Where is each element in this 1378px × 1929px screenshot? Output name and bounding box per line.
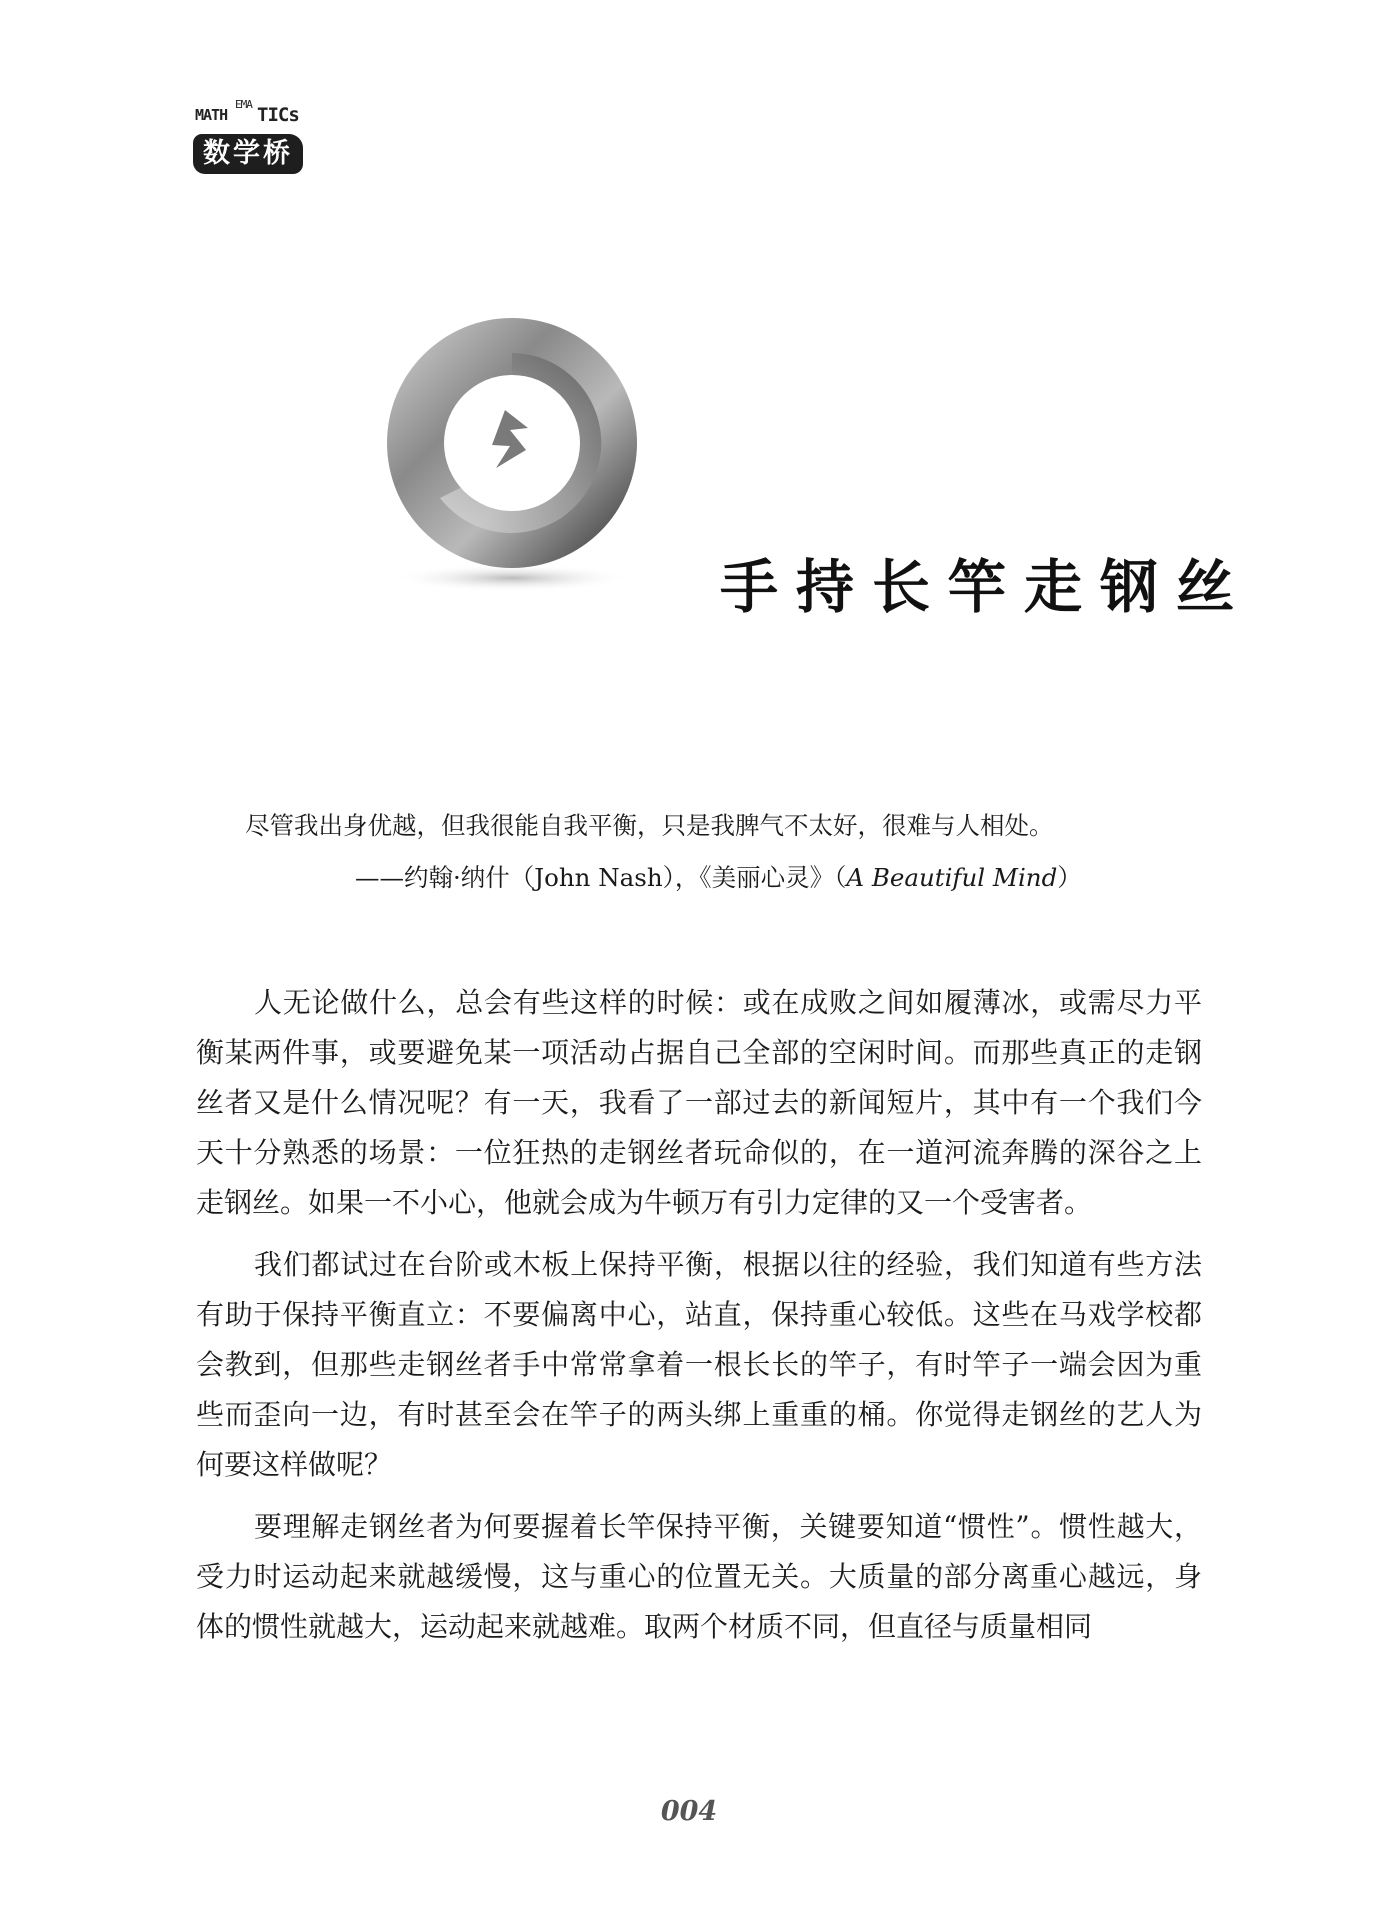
paragraph: 人无论做什么，总会有些这样的时候：或在成败之间如履薄冰，或需尽力平衡某两件事，或要避免某一项活动占据自己全部的空闲时间。而那些真正的走钢丝者又是什么情况呢？有一天，我看了一部过去的新闻短片，其中有一个我们今天十分熟悉的场景：一位狂热的走钢丝者玩命似的，在一道河流奔腾的深谷之上走钢丝。如果一不小心，他就会成为牛顿万有引力定律的又一个受害者。 <box>196 986 1202 1219</box>
logo-badge: 数学桥 <box>193 134 303 174</box>
epigraph-attribution-prefix: ——约翰·纳什（John Nash），《美丽心灵》（ <box>355 863 847 892</box>
epigraph-text: 尽管我出身优越，但我很能自我平衡，只是我脾气不太好，很难与人相处。 <box>245 811 1054 840</box>
logo-letters-left: MATH <box>195 106 228 124</box>
chapter-ring-icon <box>360 318 660 608</box>
epigraph-attribution <box>355 852 1082 904</box>
epigraph-book-title: A Beautiful Mind <box>846 863 1058 892</box>
logo-wordmark <box>193 98 305 132</box>
epigraph-attribution-suffix: ） <box>1057 863 1082 892</box>
paragraph: 我们都试过在台阶或木板上保持平衡，根据以往的经验，我们知道有些方法有助于保持平衡直立：不要偏离中心，站直，保持重心较低。这些在马戏学校都会教到，但那些走钢丝者手中常常拿着一根长长的竿子，有时竿子一端会因为重些而歪向一边，有时甚至会在竿子的两头绑上重重的桶。你觉得走钢丝的艺人为何要这样做呢？ <box>196 1248 1202 1481</box>
epigraph <box>245 800 1205 892</box>
body-text <box>196 978 1202 1652</box>
series-logo <box>193 98 305 178</box>
page-number: 004 <box>660 1796 718 1827</box>
logo-letters-right: TICs <box>257 104 299 126</box>
paragraph: 要理解走钢丝者为何要握着长竿保持平衡，关键要知道“惯性”。惯性越大，受力时运动起来就越缓慢，这与重心的位置无关。大质量的部分离重心越远，身体的惯性就越大，运动起来就越难。取两个材质不同，但直径与质量相同 <box>196 1510 1202 1643</box>
logo-letters-raised: EMA <box>235 98 252 111</box>
chapter-title: 手持长竿走钢丝 <box>720 553 1253 621</box>
